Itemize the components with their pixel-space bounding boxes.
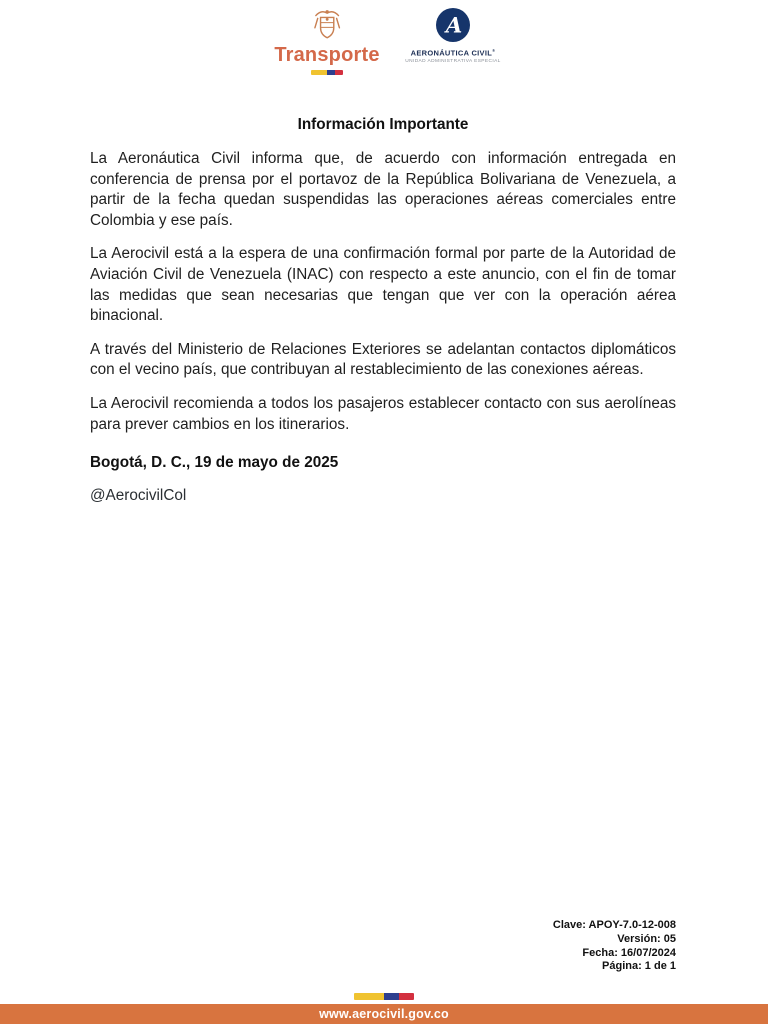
colombia-coat-of-arms-icon: [313, 8, 341, 42]
transporte-wordmark: Transporte: [274, 44, 380, 66]
colombia-flag-icon: [354, 993, 414, 1000]
colombia-flag-icon: [311, 70, 343, 75]
paragraph: La Aerocivil está a la espera de una confirmación formal por parte de la Autoridad de Aviación Civil de Venezuela (INAC) con respecto a este anuncio, con el fin de tomar las medidas que sean necesarias que tengan que ver con la operación aérea binacional.: [90, 245, 676, 325]
ministry-of-transport-logo: [271, 8, 383, 75]
page-title: Información Importante: [297, 116, 469, 133]
doc-version: Versión: 05: [617, 932, 676, 945]
doc-clave: Clave: APOY-7.0-12-008: [552, 919, 676, 931]
document-body: [90, 115, 676, 506]
dateline: Bogotá, D. C., 19 de mayo de 2025: [90, 454, 339, 472]
aerocivil-subtitle-label: UNIDAD ADMINISTRATIVA ESPECIAL: [405, 58, 501, 64]
aerocivil-a-badge-icon: [436, 8, 470, 42]
doc-pagina: Página: 1 de 1: [602, 960, 676, 973]
footer-url-bar: www.aerocivil.gov.co: [0, 1004, 768, 1024]
social-handle: @AerocivilCol: [90, 487, 187, 505]
paragraph: La Aerocivil recomienda a todos los pasajeros establecer contacto con sus aerolíneas para prever cambios en los itinerarios.: [90, 394, 676, 433]
registered-mark: ®: [492, 48, 496, 53]
svg-text:A: A: [445, 12, 463, 38]
aerocivil-name-label: AERONÁUTICA CIVIL®: [410, 48, 496, 58]
document-control-block: [553, 919, 676, 974]
paragraph: La Aeronáutica Civil informa que, de acuerdo con información entregada en conferencia de prensa por el portavoz de la República Bolivariana de Venezuela, a partir de la fecha quedan suspendidas las operaciones aéreas comerciales entre Colombia y ese país.: [90, 150, 676, 229]
doc-fecha: Fecha: 16/07/2024: [582, 946, 676, 959]
paragraph: A través del Ministerio de Relaciones Exteriores se adelantan contactos diplomáticos con el vecino país, que contribuyan al restablecimiento de las conexiones aéreas.: [90, 340, 676, 379]
letterhead-header: [0, 8, 768, 75]
aerocivil-logo: [405, 8, 501, 65]
